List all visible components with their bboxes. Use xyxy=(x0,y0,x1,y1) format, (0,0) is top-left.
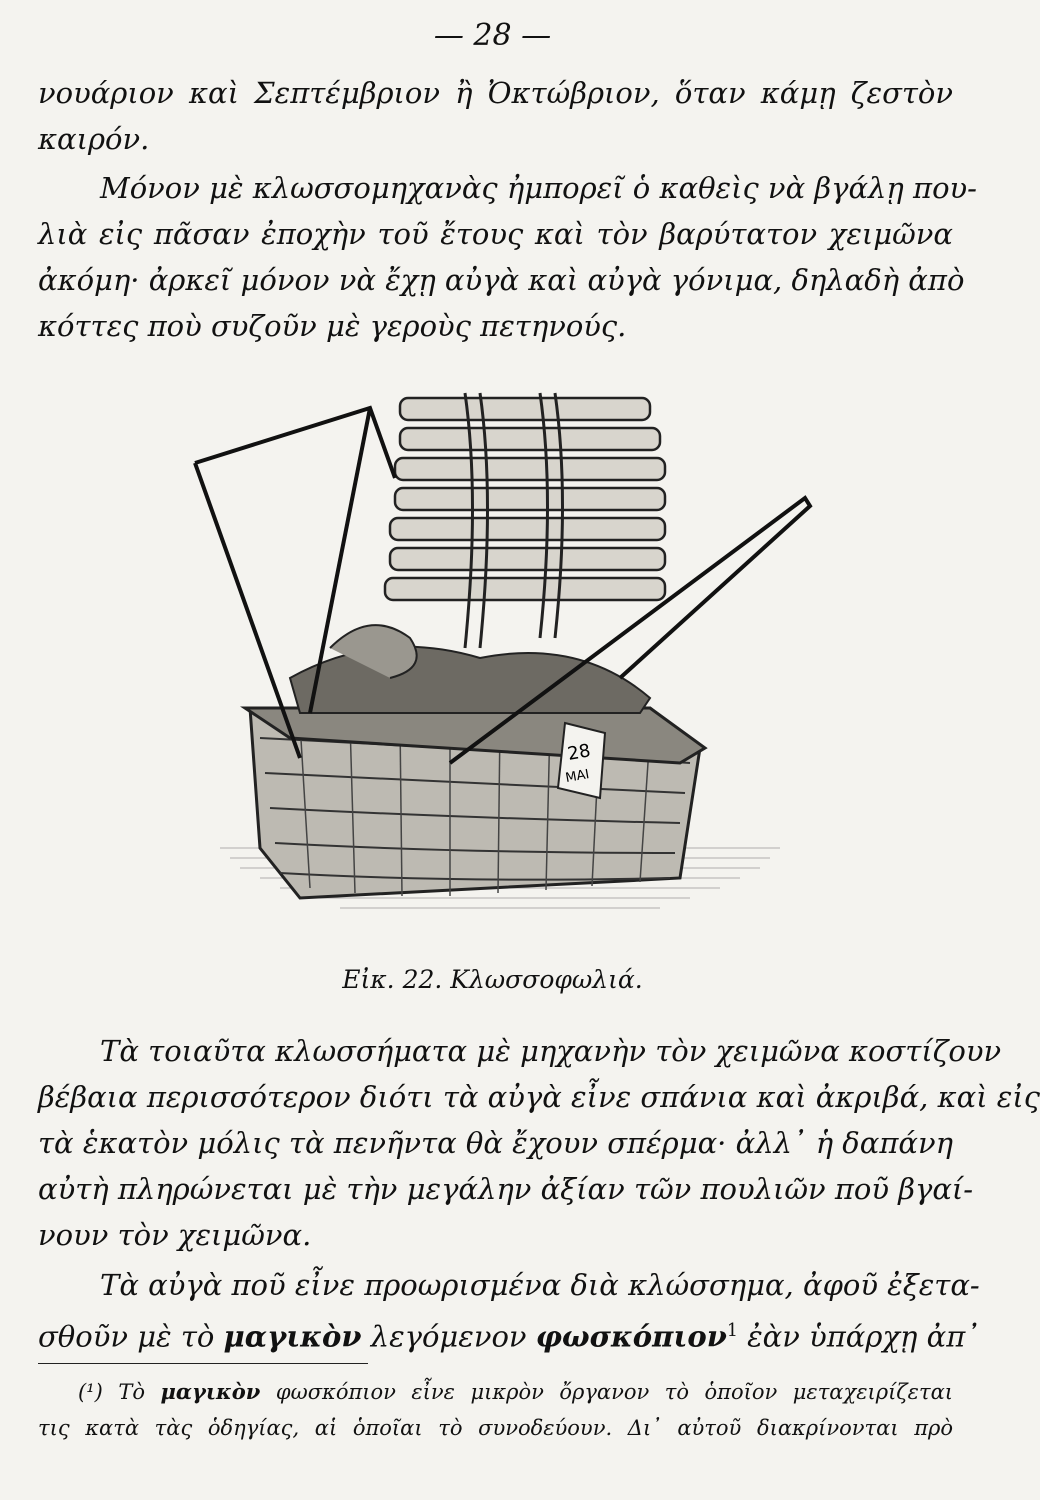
straw-nest xyxy=(290,647,650,713)
text-line: λιὰ εἰς πᾶσαν ἐποχὴν τοῦ ἔτους καὶ τὸν βαρύτατον χειμῶνα xyxy=(38,217,953,251)
tag-day: 28 xyxy=(565,740,593,765)
tag-month: ΜΑΙ xyxy=(564,767,591,787)
footnote-line xyxy=(38,1374,953,1410)
text-run: λεγόμενον xyxy=(370,1319,527,1354)
bold-term: μαγικὸν xyxy=(160,1379,261,1404)
paragraph-incubators xyxy=(38,165,977,349)
text-line xyxy=(38,1308,980,1360)
paragraph-eggs xyxy=(38,1262,980,1360)
paragraph-cost xyxy=(38,1028,1040,1258)
bold-term: μαγικὸν xyxy=(223,1319,362,1354)
basket-lid xyxy=(385,398,665,600)
text-run: Τὸ xyxy=(118,1380,145,1404)
text-line: Μόνον μὲ κλωσσομηχανὰς ἠμπορεῖ ὁ καθεὶς νὰ βγάλῃ που- xyxy=(100,171,977,205)
figure-caption: Εἰκ. 22. Κλωσσοφωλιά. xyxy=(342,965,643,994)
text-line: ἀκόμη· ἀρκεῖ μόνον νὰ ἔχῃ αὐγὰ καὶ αὐγὰ γόνιμα, δηλαδὴ ἀπὸ xyxy=(38,263,965,297)
bold-term: φωσκόπιον xyxy=(535,1319,727,1354)
page-number: — 28 — xyxy=(433,18,552,53)
text-line: αὐτὴ πληρώνεται μὲ τὴν μεγάλην ἀξίαν τῶν πουλιῶν ποῦ βγαί- xyxy=(38,1172,974,1206)
footnote xyxy=(38,1374,953,1446)
footnote-divider xyxy=(38,1363,368,1364)
text-line: καιρόν. xyxy=(38,122,150,156)
footnote-ref: 1 xyxy=(726,1321,738,1341)
text-line: βέβαια περισσότερον διότι τὰ αὐγὰ εἶνε σπάνια καὶ ἀκριβά, καὶ εἰς xyxy=(38,1080,1040,1114)
footnote-line: τις κατὰ τὰς ὁδηγίας, αἱ ὁποῖαι τὸ συνοδεύουν. Δι᾽ αὐτοῦ διακρίνονται πρὸ xyxy=(38,1416,953,1440)
text-run: σθοῦν μὲ τὸ xyxy=(38,1319,215,1354)
text-run: φωσκόπιον εἶνε μικρὸν ὄργανον τὸ ὁποῖον μεταχειρίζεται xyxy=(275,1380,953,1404)
text-line: νουάριον καὶ Σεπτέμβριον ἢ Ὀκτώβριον, ὅταν κάμῃ ζεστὸν xyxy=(38,76,953,110)
text-line: Τὰ τοιαῦτα κλωσσήματα μὲ μηχανὴν τὸν χειμῶνα κοστίζουν xyxy=(100,1034,1002,1068)
paragraph-continuation xyxy=(38,70,953,162)
text-line: τὰ ἑκατὸν μόλις τὰ πενῆντα θὰ ἔχουν σπέρμα· ἀλλ᾽ ἡ δαπάνη xyxy=(38,1126,953,1160)
text-line: κόττες ποὺ συζοῦν μὲ γεροὺς πετηνούς. xyxy=(38,309,627,343)
date-tag xyxy=(558,723,605,798)
text-run: ἐὰν ὑπάρχῃ ἀπ᾽ xyxy=(747,1319,980,1354)
footnote-marker: (¹) xyxy=(78,1380,103,1404)
text-line: Τὰ αὐγὰ ποῦ εἶνε προωρισμένα διὰ κλώσσημα, ἀφοῦ ἐξετα- xyxy=(100,1268,980,1302)
basket-illustration xyxy=(180,378,820,938)
text-line: νουν τὸν χειμῶνα. xyxy=(38,1218,312,1252)
